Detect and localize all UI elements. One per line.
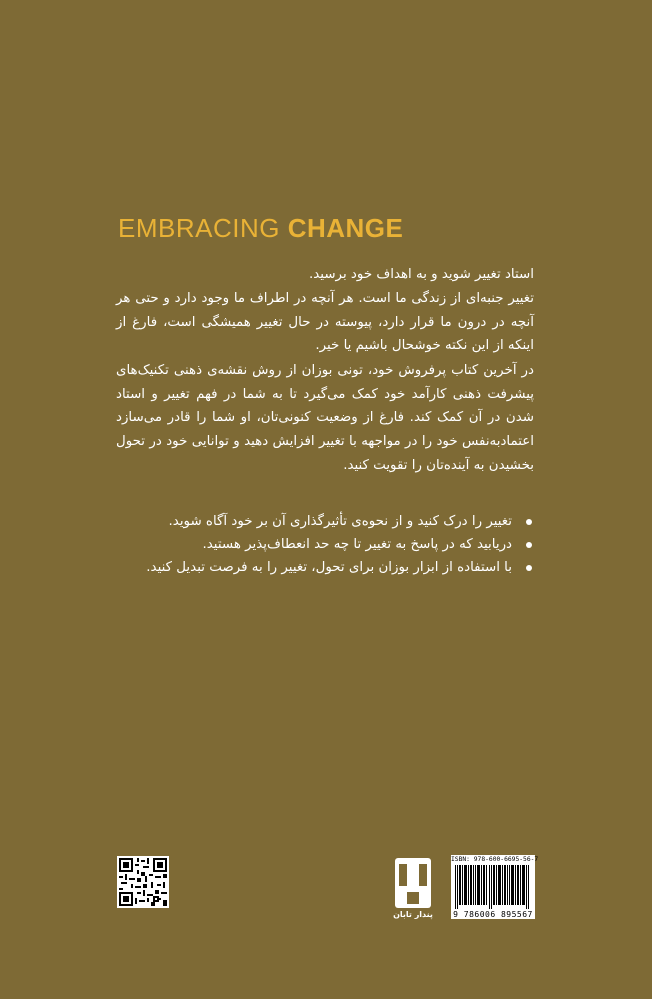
cover-title [118, 213, 403, 244]
intro-paragraph: تغییر جنبه‌ای از زندگی ما است. هر آنچه در اطراف ما وجود دارد و حتی هر آنچه در درون ما قرار دارد، پیوسته در حال تغییر همیشگی است، فارغ از اینکه از این نکته خوشحال باشیم یا خیر. [116, 291, 534, 354]
list-item [116, 533, 534, 556]
barcode-number: 9 786006 895567 [453, 910, 533, 919]
title-embracing: EMBRACING [118, 213, 288, 243]
benefits-list [116, 510, 534, 579]
list-item [116, 510, 534, 533]
list-item-text: با استفاده از ابزار بوزان برای تحول، تغییر را به فرصت تبدیل کنید. [146, 560, 512, 575]
barcode-icon [451, 855, 539, 919]
list-item-text: تغییر را درک کنید و از نحوه‌ی تأثیرگذاری آن بر خود آگاه شوید. [168, 514, 512, 529]
qr-code-icon [117, 856, 169, 908]
publisher-logo-icon [393, 854, 433, 912]
tagline-paragraph: استاد تغییر شوید و به اهداف خود برسید. [309, 267, 534, 282]
isbn-label: ISBN: 978-600-6695-56-7 [451, 856, 539, 863]
list-item-text: دریابید که در پاسخ به تغییر تا چه حد انعطاف‌پذیر هستید. [202, 537, 512, 552]
bullet-icon [526, 542, 532, 548]
list-item [116, 556, 534, 579]
publisher-name: پندار تابان [393, 910, 433, 919]
title-change: CHANGE [287, 213, 404, 243]
bullet-icon [526, 519, 532, 525]
description-paragraph: در آخرین کتاب پرفروش خود، تونی بوزان از روش نقشه‌ی ذهنی تکنیک‌های پیشرفت ذهنی کارآمد خود کمک می‌گیرد تا به شما در فهم تغییر و استاد شدن در آن کمک کند. فارغ از وضعیت کنونی‌تان، او شما را قادر می‌سازد اعتمادبه‌نفس خود را در مواجهه با تغییر افزایش دهید و توانایی خود در تحول بخشیدن به آینده‌تان را تقویت کنید. [116, 363, 534, 473]
barcode-bars [455, 865, 531, 909]
bullet-icon [526, 565, 532, 571]
